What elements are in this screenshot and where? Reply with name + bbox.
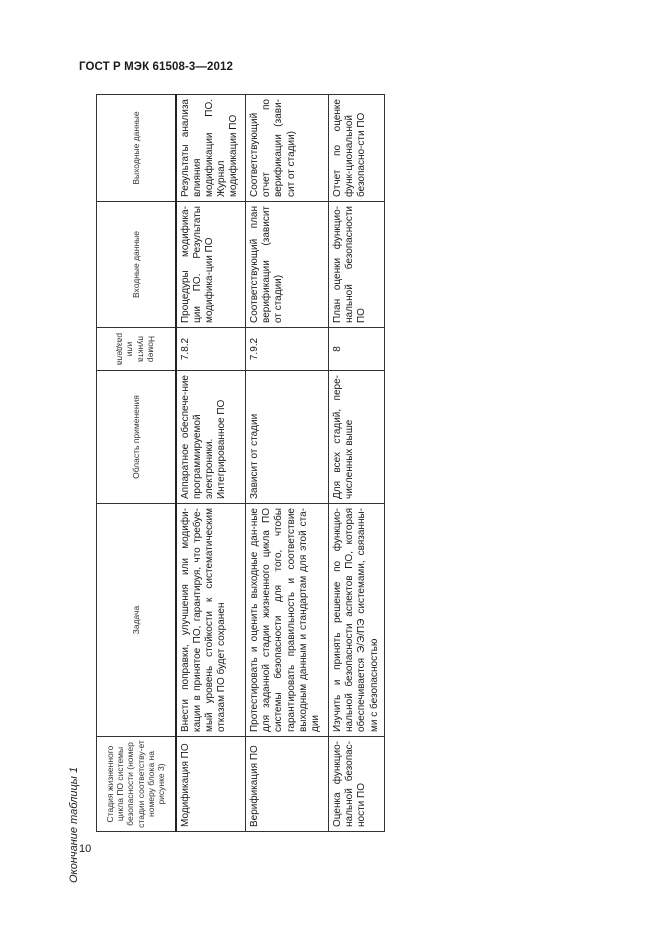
cell-stage: Оценка функцио-нальной безопас-ности ПО (329, 737, 385, 832)
rotated-table-wrapper (96, 95, 379, 832)
cell-outputs: Результаты анализа влияния модификации ПО. Журнал модификации ПО (176, 95, 246, 202)
cell-scope: Зависит от стадии (246, 371, 329, 504)
col-header-task: Задача (97, 504, 176, 737)
table-row (246, 95, 329, 832)
table-header-row (97, 95, 176, 832)
cell-inputs: Соответствующий план верификации (зависит от стадии) (246, 202, 329, 328)
col-header-stage: Стадия жизненного цикла ПО системы безопасности (номер стадии соответству-ет номеру блока на рисунке 3) (97, 737, 176, 832)
cell-outputs: Отчет по оценке функ-циональной безопасно-сти ПО (329, 95, 385, 202)
col-header-outputs: Выходные данные (97, 95, 176, 202)
table-row (329, 95, 385, 832)
cell-clause: 7.8.2 (176, 328, 246, 371)
col-header-clause-text: Номер пункта или раздела (115, 332, 157, 366)
cell-task: Внести поправки, улучшения или модифи-кации в принятое ПО, гарантируя, что требуе-мый уровень стойкости к систематическим отказам ПО будет сохранен (176, 504, 246, 737)
cell-clause: 7.9.2 (246, 328, 329, 371)
cell-scope: Аппаратное обеспече-ние программируемой электроники. Интегрированное ПО (176, 371, 246, 504)
cell-inputs: План оценки функцио-нальной безопасности ПО (329, 202, 385, 328)
cell-task: Протестировать и оценить выходные дан-ные для заданной стадии жизненного цикла ПО системы безопасности для того, чтобы гарантировать правильность и соответствие выходным данным и стандартам для этой ста-дии (246, 504, 329, 737)
cell-stage: Верификация ПО (246, 737, 329, 832)
col-header-inputs: Входные данные (97, 202, 176, 328)
document-header: ГОСТ Р МЭК 61508-3—2012 (79, 61, 233, 73)
cell-inputs: Процедуры модифика-ции ПО. Результаты модифика-ции ПО (176, 202, 246, 328)
table-row (176, 95, 246, 832)
table-caption: Окончание таблицы 1 (68, 766, 80, 883)
cell-stage: Модификация ПО (176, 737, 246, 832)
cell-scope: Для всех стадий, пере-численных выше (329, 371, 385, 504)
col-header-scope: Область применения (97, 371, 176, 504)
page-number: 10 (79, 843, 92, 855)
cell-clause: 8 (329, 328, 385, 371)
cell-task: Изучить и принять решение по функцио-нальной безопасности аспектов ПО, которая обеспечивается Э/Э/ПЭ системами, связанны-ми с безопасностью (329, 504, 385, 737)
lifecycle-table (96, 94, 385, 832)
col-header-clause (97, 328, 176, 371)
cell-outputs: Соответствующий отчет по верификации (зави-сит от стадии) (246, 95, 329, 202)
